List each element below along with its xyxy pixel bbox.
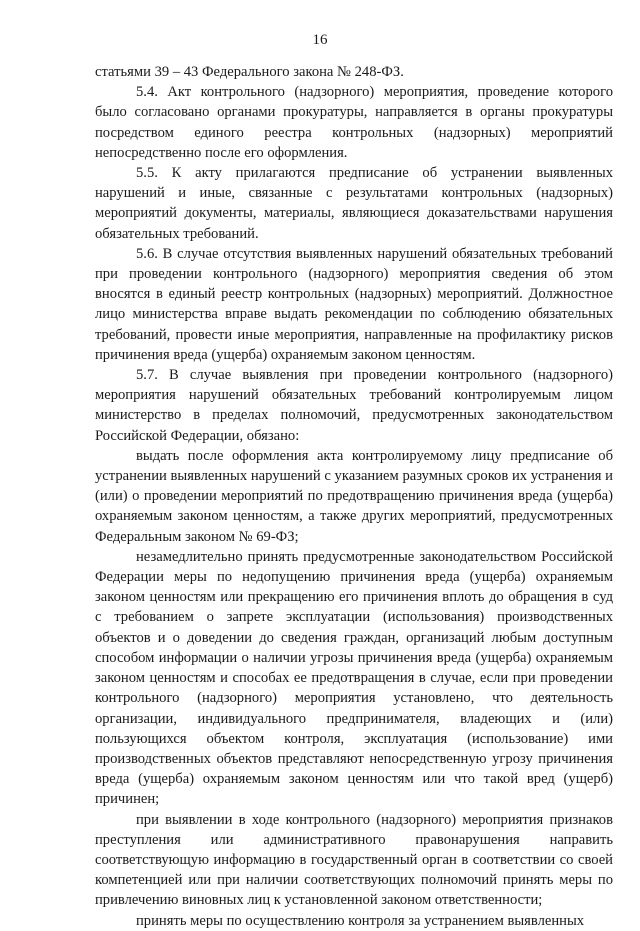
- list-item-report-offense: при выявлении в ходе контрольного (надзорного) мероприятия признаков преступления или административного правонарушения направить соответствующую информацию в государственный орган в соответствии со своей компетенцией или при наличии соответствующих полномочий принять меры по привлечению виновных лиц к установленной законом ответственности;: [95, 811, 613, 909]
- paragraph-5-7: 5.7. В случае выявления при проведении контрольного (надзорного) мероприятия нарушений обязательных требований контролируемым лицом министерство в пределах полномочий, предусмотренных законодательством Российской Федерации, обязано:: [95, 367, 613, 444]
- paragraph-continuation: статьями 39 – 43 Федерального закона № 248-ФЗ.: [95, 64, 404, 80]
- paragraph-5-6: 5.6. В случае отсутствия выявленных нарушений обязательных требований при проведении контрольного (надзорного) мероприятия сведения об этом вносятся в единый реестр контрольных (надзорных) мероприятий. Должностное лицо министерства вправе выдать рекомендации по соблюдению обязательных требований, провести иные мероприятия, направленные на профилактику рисков причинения вреда (ущерба) охраняемым законом ценностям.: [95, 245, 613, 363]
- document-body: [95, 62, 613, 931]
- paragraph-5-4: 5.4. Акт контрольного (надзорного) мероприятия, проведение которого было согласовано органами прокуратуры, направляется в органы прокуратуры посредством единого реестра контрольных (надзорных) мероприятий непосредственно после его оформления.: [95, 84, 613, 161]
- list-item-control-elimination: принять меры по осуществлению контроля за устранением выявленных: [136, 912, 585, 929]
- page-number: 16: [312, 32, 328, 48]
- list-item-issue-order: выдать после оформления акта контролируемому лицу предписание об устранении выявленных нарушений с указанием разумных сроков их устранения и (или) о проведении мероприятий по предотвращению причинения вреда (ущерба) охраняемым законом ценностям, а также других мероприятий, предусмотренных Федеральным законом № 69-ФЗ;: [95, 447, 613, 545]
- paragraph-5-5: 5.5. К акту прилагаются предписание об устранении выявленных нарушений и иные, связанные с результатами контрольных (надзорных) мероприятий документы, материалы, являющиеся доказательствами нарушения обязательных требований.: [95, 165, 613, 242]
- list-item-take-measures: незамедлительно принять предусмотренные законодательством Российской Федерации меры по недопущению причинения вреда (ущерба) охраняемым законом ценностям или прекращению его причинения вплоть до обращения в суд с требованием о запрете эксплуатации (использования) производственных объектов и о доведении до сведения граждан, организаций любым доступным способом информации о наличии угрозы причинения вреда (ущерба) охраняемым законом ценностям и способах ее предотвращения в случае, если при проведении контрольного (надзорного) мероприятия установлено, что деятельность организации, индивидуального предпринимателя, владеющих и (или) пользующихся объектом контроля, эксплуатация (использование) ими производственных объектов представляют непосредственную угрозу причинения вреда (ущерба) охраняемым законом ценностям или что такой вред (ущерб) причинен;: [95, 548, 613, 808]
